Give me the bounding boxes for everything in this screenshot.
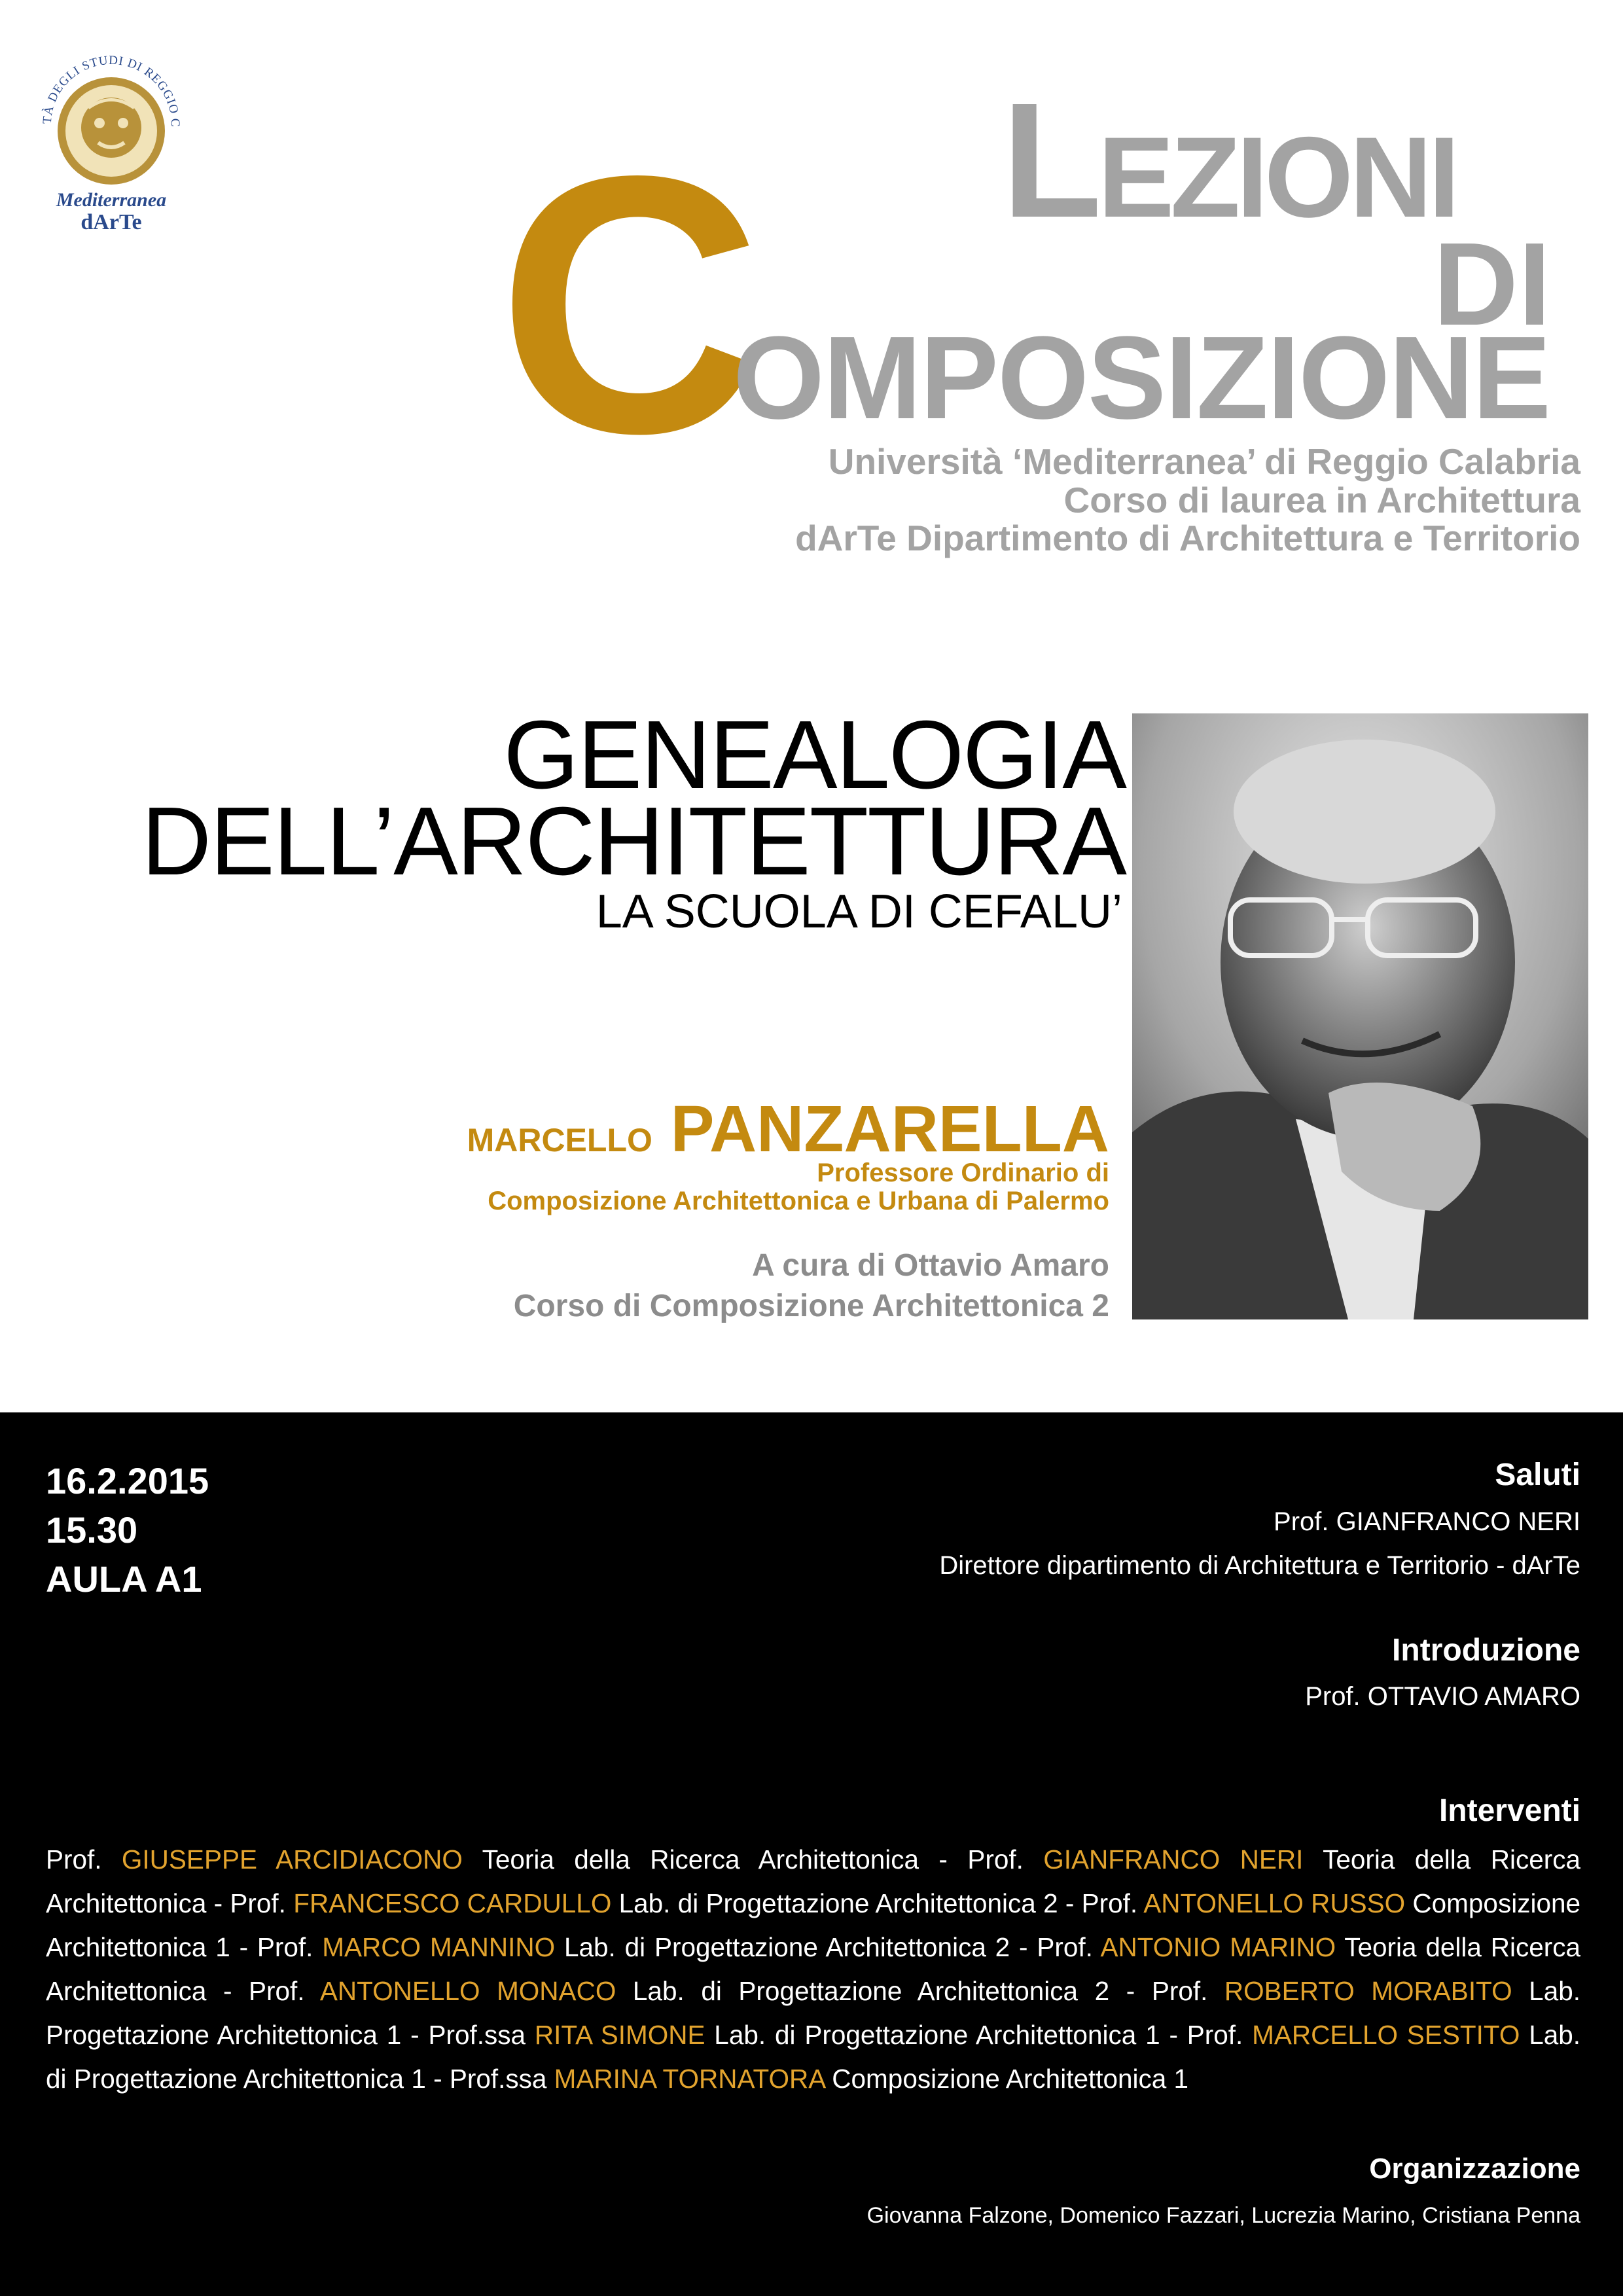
introduzione-name: Prof. OTTAVIO AMARO [1305,1682,1580,1711]
event-date: 16.2.2015 [46,1460,209,1501]
saluti-name: Prof. GIANFRANCO NERI [1274,1507,1580,1536]
logo-emblem-icon [26,39,196,236]
organizzazione-heading: Organizzazione [1369,2153,1580,2185]
lecture-title-line-1: GENEALOGIA [503,701,1126,809]
university-line-3: dArTe Dipartimento di Architettura e Territorio [795,518,1580,558]
event-room: AULA A1 [46,1558,202,1600]
intervento-speaker-name: RITA SIMONE [534,2020,705,2050]
logo-dept: dArTe [80,210,142,234]
intervento-title: Prof. [1037,1932,1101,1962]
intervento-title: Prof.ssa [428,2020,535,2050]
intervento-title: Prof. [257,1932,323,1962]
intervento-speaker-name: MARCO MANNINO [322,1932,556,1962]
intervento-title: Prof. [1081,1888,1144,1918]
title-lezioni-rest: EZIONI [1097,114,1456,242]
intervento-speaker-name: ROBERTO MORABITO [1224,1976,1512,2006]
saluti-role: Direttore dipartimento di Architettura e Territorio - dArTe [939,1551,1580,1580]
lecture-subtitle: LA SCUOLA DI CEFALU’ [596,886,1122,938]
intervento-title: Prof. [1151,1976,1224,2006]
logo-ring-text: TÀ DEGLI STUDI DI REGGIO C [40,53,183,128]
university-logo [26,39,196,236]
intervento-title: Prof. [230,1888,294,1918]
interventi-list [46,1838,1580,2101]
intervento-title: Prof. [1186,2020,1253,2050]
intervento-speaker-name: FRANCESCO CARDULLO [293,1888,612,1918]
title-composizione: OMPOSIZIONE [733,312,1550,444]
intervento-title: Prof. [967,1844,1044,1874]
intervento-course: Teoria della Ricerca Architettonica - [46,1844,1580,1918]
curator-line-1: A cura di Ottavio Amaro [752,1248,1109,1283]
speaker-last-name: PANZARELLA [670,1092,1109,1166]
title-big-c: C [497,99,756,509]
intervento-speaker-name: MARCELLO SESTITO [1252,2020,1520,2050]
intervento-speaker-name: MARINA TORNATORA [554,2064,825,2094]
intervento-course: Lab. di Progettazione Architettonica 2 - [611,1888,1082,1918]
event-time: 15.30 [46,1509,138,1551]
speaker-role-line-2: Composizione Architettonica e Urbana di Palermo [488,1187,1109,1215]
speaker-portrait-icon [1132,713,1588,1319]
organizzazione-names: Giovanna Falzone, Domenico Fazzari, Lucrezia Marino, Cristiana Penna [866,2203,1580,2228]
intervento-course: Lab. Progettazione Architettonica 1 - [46,1976,1580,2050]
interventi-heading: Interventi [1438,1793,1580,1828]
intervento-title: Prof.ssa [449,2064,554,2094]
intervento-course: Teoria della Ricerca Architettonica - [46,1932,1581,2006]
intervento-speaker-name: GIUSEPPE ARCIDIACONO [121,1844,463,1874]
title-lezioni [1001,69,1456,251]
speaker-name [467,1092,1109,1166]
lecture-title-line-2: DELL’ARCHITETTURA [141,787,1126,895]
intervento-course: Composizione Architettonica 1 [825,2064,1189,2094]
university-line-1: Università ‘Mediterranea’ di Reggio Calabria [828,441,1580,482]
introduzione-heading: Introduzione [1392,1633,1580,1668]
intervento-title: Prof. [249,1976,320,2006]
logo-name: Mediterranea [56,189,167,211]
intervento-title: Prof. [46,1844,122,1874]
university-line-2: Corso di laurea in Architettura [1063,480,1580,520]
speaker-role-line-1: Professore Ordinario di [817,1158,1109,1187]
intervento-course: Lab. di Progettazione Architettonica 2 - [555,1932,1037,1962]
intervento-course: Lab. di Progettazione Architettonica 1 - [46,2020,1581,2094]
intervento-course: Composizione Architettonica 1 - [46,1888,1581,1962]
saluti-heading: Saluti [1495,1458,1580,1492]
speaker-first-name: MARCELLO [467,1122,652,1158]
curator-line-2: Corso di Composizione Architettonica 2 [513,1289,1109,1323]
intervento-course: Teoria della Ricerca Architettonica - [462,1844,968,1874]
intervento-speaker-name: ANTONIO MARINO [1100,1932,1336,1962]
intervento-course: Lab. di Progettazione Architettonica 1 - [705,2020,1187,2050]
title-lezioni-initial: L [1001,69,1098,251]
title-di: DI [1433,219,1551,350]
intervento-speaker-name: GIANFRANCO NERI [1043,1844,1304,1874]
intervento-course: Lab. di Progettazione Architettonica 2 - [616,1976,1152,2006]
speaker-photo [1132,713,1588,1319]
intervento-speaker-name: ANTONELLO MONACO [319,1976,616,2006]
intervento-speaker-name: ANTONELLO RUSSO [1143,1888,1406,1918]
